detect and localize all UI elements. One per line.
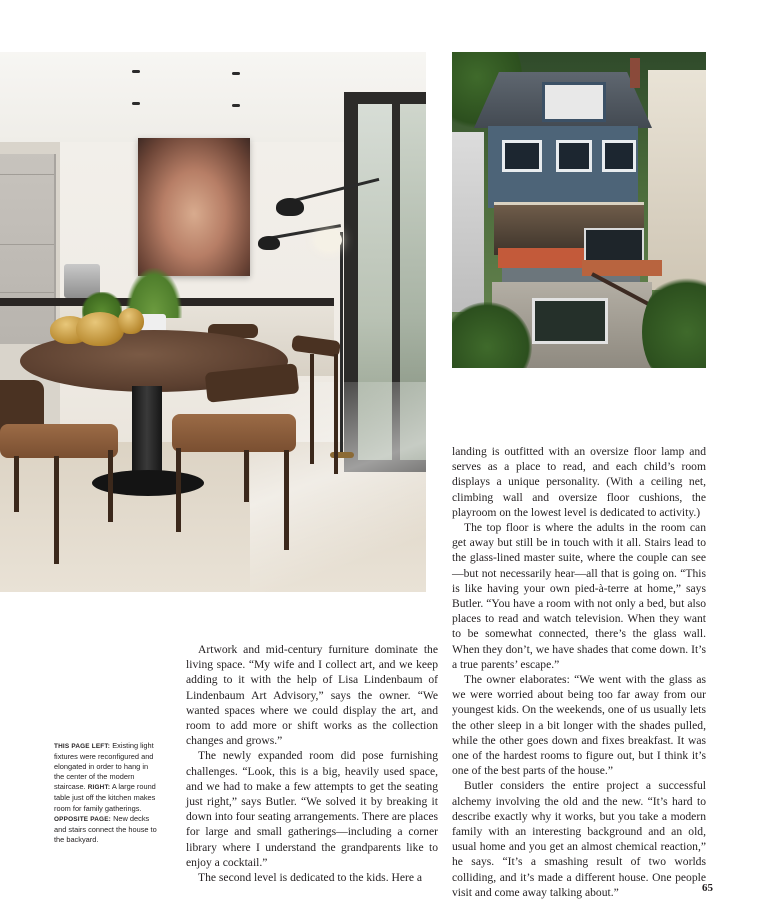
caption-text: New decks and stairs connect the house to the backyard.: [54, 813, 157, 844]
article-column-middle: [186, 642, 438, 885]
cabinet-seam: [0, 244, 54, 245]
lamp-bulb: [316, 230, 342, 250]
chair-leg: [54, 456, 59, 564]
lamp-shade: [276, 198, 304, 216]
caption-label: RIGHT:: [87, 784, 111, 792]
dormer-window: [542, 82, 606, 122]
article-paragraph: landing is outfitted with an oversize floor lamp and serves as a place to read, and each child’s room displays a unique personality. (With a ceiling net, climbing wall and oversize floor cushions, the playroom on the lowest level is dedicated to activity.): [452, 445, 706, 519]
chair-leg: [244, 450, 249, 502]
house-exterior-photo: [452, 52, 706, 368]
caption-text: Existing light fixtures were reconfigured and elongated in order to hang in the center of the modern staircase.: [54, 741, 154, 792]
article-column-right: [452, 444, 706, 900]
ceiling-light: [232, 72, 240, 75]
chair-leg: [284, 450, 289, 550]
ceiling-light: [132, 70, 140, 73]
brass-bowl: [76, 312, 124, 346]
page-number: 65: [702, 882, 713, 894]
article-paragraph: Butler considers the entire project a successful alchemy involving the old and the new. “It’s hard to describe exactly why it works, but you take a modern family with an interesting background and an old, usual home and you get an almost chemical reaction,” he says. “It’s a smashing result of two worlds colliding, and it’s made a different house. One people visit and come away talking about.”: [452, 779, 706, 899]
chair-leg: [334, 354, 338, 474]
caption-label: THIS PAGE LEFT:: [54, 743, 111, 750]
photo-caption: [54, 741, 160, 845]
caption-label: OPPOSITE PAGE:: [54, 815, 112, 823]
window: [556, 140, 592, 172]
cabinet-seam: [0, 292, 54, 293]
chair-seat: [172, 414, 296, 452]
garden-room: [532, 298, 608, 344]
article-paragraph: The second level is dedicated to the kids. Here a: [198, 871, 423, 885]
chimney: [630, 58, 640, 88]
brass-bowl: [118, 308, 144, 334]
lamp-shade: [258, 236, 280, 250]
neighbor-building: [648, 70, 706, 290]
cabinet-seam: [0, 174, 54, 175]
ceiling-light: [232, 104, 240, 107]
chair-leg: [310, 354, 314, 464]
chair-leg: [14, 456, 19, 512]
dining-room-photo: [0, 52, 426, 592]
neighbor-building: [452, 132, 484, 312]
chair-seat: [0, 424, 118, 458]
floor-lamp-pole: [340, 232, 343, 458]
window: [602, 140, 636, 172]
kitchen-cabinet: [0, 154, 56, 344]
article-paragraph: The top floor is where the adults in the room can get away but still be in touch with it all. Stairs lead to the glass-lined master suite, where the couple can see—but not necessarily hear—all that is going on. “This is like having your own pied-à-terre at home,” says Butler. “You have a room with not only a bed, but also places to read and watch television. When they want to be somewhat connected, there’s the glass wall. When they don’t, we have shades that come down. It’s a true parents’ escape.”: [452, 521, 706, 671]
ceiling-light: [132, 102, 140, 105]
caption-text: A large round table just off the kitchen makes room for family gatherings.: [54, 782, 156, 813]
window: [502, 140, 542, 172]
chair-leg: [176, 448, 181, 532]
article-paragraph: Artwork and mid-century furniture dominate the living space. “My wife and I collect art, and we keep adding to it with the help of Lisa Lindenbaum of Lindenbaum Art Advisory,” says the owner. “We wanted spaces where we could display the art, and room to add more or shift works as the collection changes and grows.”: [186, 643, 438, 748]
table-pedestal: [132, 386, 162, 480]
abstract-artwork: [138, 138, 250, 276]
article-paragraph: The newly expanded room did pose furnishing challenges. “Look, this is a big, heavily used space, and we had to make a few attempts to get the seating just right,” says Butler. “We solved it by breaking it down into four seating arrangements. There are places for large and small gatherings—including a corner library where I understand the grandparents like to enjoy a cocktail.”: [186, 749, 438, 869]
chair-leg: [108, 450, 113, 522]
article-paragraph: The owner elaborates: “We went with the glass as we were worried about being too far away from our youngest kids. On the weekends, one of us usually lets the other sleep in a bit longer with the shades pulled, while the other goes down and fixes breakfast. It was one of the hardest rooms to figure out, but I think it’s one of the best parts of the house.”: [452, 673, 706, 778]
